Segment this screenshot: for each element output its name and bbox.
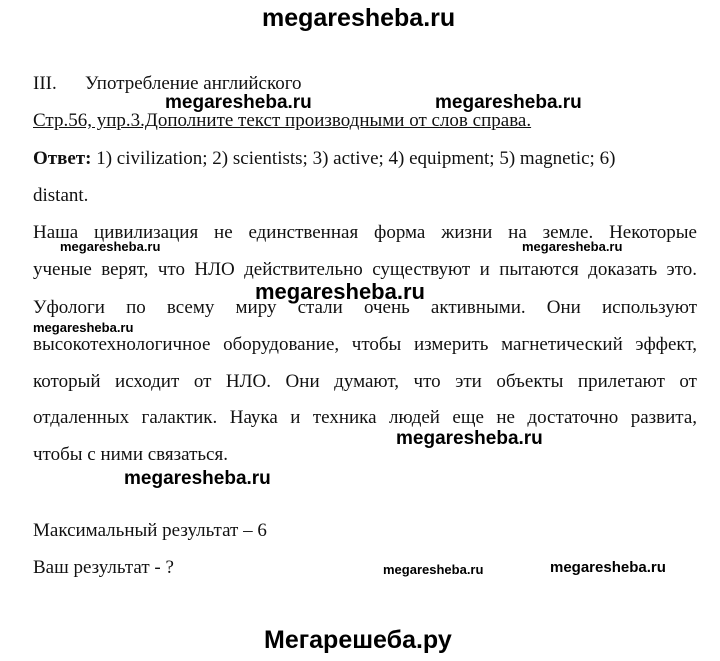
watermark: megaresheba.ru <box>435 92 582 113</box>
answer-label: Ответ: <box>33 148 92 169</box>
your-score: Ваш результат - ? <box>33 557 174 578</box>
watermark: megaresheba.ru <box>396 428 543 449</box>
answer-line-1 <box>33 148 615 170</box>
watermark: megaresheba.ru <box>124 468 271 489</box>
paragraph-line: который исходит от НЛО. Они думают, что эти объекты прилетают от <box>33 371 697 392</box>
paragraph-line: чтобы с ними связаться. <box>33 444 228 465</box>
site-footer: Мегарешеба.ру <box>264 626 452 654</box>
watermark: megaresheba.ru <box>522 239 623 254</box>
watermark: megaresheba.ru <box>33 320 134 335</box>
answer-values: 1) civilization; 2) scientists; 3) active; 4) equipment; 5) magnetic; 6) <box>96 148 616 169</box>
section-numeral: III. <box>33 73 57 94</box>
paragraph-line: высокотехнологичное оборудование, чтобы измерить магнетический эффект, <box>33 334 697 355</box>
answer-line-2: distant. <box>33 185 89 206</box>
paragraph-line: ученые верят, что НЛО действительно существуют и пытаются доказать это. <box>33 259 697 280</box>
watermark: megaresheba.ru <box>255 279 425 304</box>
paragraph-line: отдаленных галактик. Наука и техника людей еще не достаточно развита, <box>33 407 697 428</box>
watermark: megaresheba.ru <box>383 562 484 577</box>
site-header: megaresheba.ru <box>262 4 456 32</box>
max-score: Максимальный результат – 6 <box>33 520 267 541</box>
task-instruction: Стр.56, упр.3.Дополните текст производными от слов справа. <box>33 110 532 131</box>
watermark: megaresheba.ru <box>60 239 161 254</box>
paragraph-line: Уфологи по всему миру стали очень активными. Они используют <box>33 297 697 318</box>
paragraph-line: Наша цивилизация не единственная форма жизни на земле. Некоторые <box>33 222 697 243</box>
watermark: megaresheba.ru <box>165 92 312 113</box>
watermark: megaresheba.ru <box>550 559 666 576</box>
section-title: Употребление английского <box>85 73 302 94</box>
